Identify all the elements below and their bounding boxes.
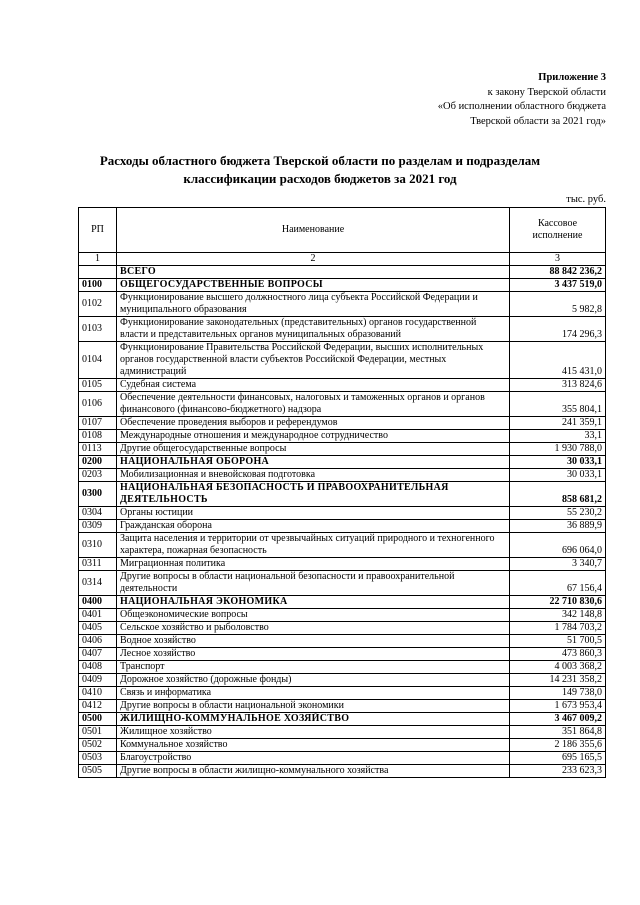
row-amount: 2 186 355,6	[510, 739, 606, 752]
row-code: 0107	[79, 417, 117, 430]
row-amount: 342 148,8	[510, 609, 606, 622]
row-code: 0406	[79, 635, 117, 648]
table-row	[79, 533, 606, 558]
units-label: тыс. руб.	[566, 194, 606, 205]
row-amount: 355 804,1	[510, 392, 606, 417]
row-name: Сельское хозяйство и рыболовство	[117, 622, 510, 635]
appendix-block	[438, 71, 606, 129]
row-code: 0400	[79, 596, 117, 609]
table-row	[79, 558, 606, 571]
row-name: Другие вопросы в области национальной безопасности и правоохранительной деятельности	[117, 571, 510, 596]
row-name: Миграционная политика	[117, 558, 510, 571]
row-code: 0102	[79, 292, 117, 317]
row-amount: 233 623,3	[510, 765, 606, 778]
row-amount: 4 003 368,2	[510, 661, 606, 674]
row-name: Лесное хозяйство	[117, 648, 510, 661]
header-name: Наименование	[117, 208, 510, 253]
row-code: 0408	[79, 661, 117, 674]
row-code: 0106	[79, 392, 117, 417]
row-name: Органы юстиции	[117, 507, 510, 520]
row-amount: 88 842 236,2	[510, 266, 606, 279]
row-name: Обеспечение проведения выборов и референдумов	[117, 417, 510, 430]
row-name: Функционирование высшего должностного лица субъекта Российской Федерации и муниципального образования	[117, 292, 510, 317]
row-amount: 55 230,2	[510, 507, 606, 520]
row-code: 0300	[79, 482, 117, 507]
row-code: 0309	[79, 520, 117, 533]
row-code: 0502	[79, 739, 117, 752]
row-code: 0311	[79, 558, 117, 571]
header-amount: Кассовое исполнение	[510, 208, 606, 253]
row-name: Функционирование Правительства Российской Федерации, высших исполнительных органов государственной власти субъектов Российской Федерации, местных администраций	[117, 342, 510, 379]
row-code: 0501	[79, 726, 117, 739]
table-row	[79, 609, 606, 622]
row-name: Обеспечение деятельности финансовых, налоговых и таможенных органов и органов финансового (финансово-бюджетного) надзора	[117, 392, 510, 417]
table-row	[79, 596, 606, 609]
column-number-2: 2	[117, 253, 510, 266]
row-amount: 22 710 830,6	[510, 596, 606, 609]
table-row	[79, 443, 606, 456]
row-code: 0410	[79, 687, 117, 700]
row-name: Дорожное хозяйство (дорожные фонды)	[117, 674, 510, 687]
table-row	[79, 317, 606, 342]
table-row	[79, 674, 606, 687]
row-amount: 174 296,3	[510, 317, 606, 342]
table-row	[79, 713, 606, 726]
row-name: Международные отношения и международное сотрудничество	[117, 430, 510, 443]
appendix-label: Приложение 3	[538, 72, 606, 83]
row-code: 0409	[79, 674, 117, 687]
row-amount: 415 431,0	[510, 342, 606, 379]
row-amount: 67 156,4	[510, 571, 606, 596]
row-amount: 351 864,8	[510, 726, 606, 739]
table-row	[79, 571, 606, 596]
row-name: ВСЕГО	[117, 266, 510, 279]
appendix-line-3: Тверской области за 2021 год»	[470, 115, 606, 127]
row-name: Защита населения и территории от чрезвычайных ситуаций природного и техногенного характера, пожарная безопасность	[117, 533, 510, 558]
row-code: 0104	[79, 342, 117, 379]
table-row	[79, 648, 606, 661]
table-row	[79, 635, 606, 648]
row-code: 0304	[79, 507, 117, 520]
table-row	[79, 266, 606, 279]
row-name: Функционирование законодательных (представительных) органов государственной власти и представительных органов муниципальных образований	[117, 317, 510, 342]
row-code: 0203	[79, 469, 117, 482]
table-row	[79, 482, 606, 507]
table-row	[79, 507, 606, 520]
row-name: Водное хозяйство	[117, 635, 510, 648]
row-code: 0505	[79, 765, 117, 778]
table-row	[79, 417, 606, 430]
title-line-2: классификации расходов бюджетов за 2021 год	[183, 170, 457, 186]
table-header-row	[79, 208, 606, 253]
table-row	[79, 520, 606, 533]
row-code: 0412	[79, 700, 117, 713]
table-row	[79, 687, 606, 700]
row-name: ОБЩЕГОСУДАРСТВЕННЫЕ ВОПРОСЫ	[117, 279, 510, 292]
table-row	[79, 392, 606, 417]
row-name: Судебная система	[117, 379, 510, 392]
row-name: НАЦИОНАЛЬНАЯ ЭКОНОМИКА	[117, 596, 510, 609]
appendix-line-2: «Об исполнении областного бюджета	[437, 101, 606, 112]
row-amount: 30 033,1	[510, 456, 606, 469]
row-name: Связь и информатика	[117, 687, 510, 700]
table-row	[79, 279, 606, 292]
table-row	[79, 456, 606, 469]
row-name: Коммунальное хозяйство	[117, 739, 510, 752]
table-row	[79, 430, 606, 443]
row-code: 0105	[79, 379, 117, 392]
row-code: 0103	[79, 317, 117, 342]
row-name: Мобилизационная и вневойсковая подготовка	[117, 469, 510, 482]
row-amount: 473 860,3	[510, 648, 606, 661]
row-amount: 3 437 519,0	[510, 279, 606, 292]
row-name: Жилищное хозяйство	[117, 726, 510, 739]
table-row	[79, 292, 606, 317]
row-amount: 51 700,5	[510, 635, 606, 648]
row-amount: 33,1	[510, 430, 606, 443]
table-row	[79, 469, 606, 482]
table-row	[79, 661, 606, 674]
row-amount: 36 889,9	[510, 520, 606, 533]
row-code: 0100	[79, 279, 117, 292]
row-amount: 3 340,7	[510, 558, 606, 571]
row-name: НАЦИОНАЛЬНАЯ БЕЗОПАСНОСТЬ И ПРАВООХРАНИТЕЛЬНАЯ ДЕЯТЕЛЬНОСТЬ	[117, 482, 510, 507]
table-row	[79, 700, 606, 713]
row-amount: 858 681,2	[510, 482, 606, 507]
row-amount: 1 930 788,0	[510, 443, 606, 456]
row-code: 0407	[79, 648, 117, 661]
row-amount: 14 231 358,2	[510, 674, 606, 687]
column-number-1: 1	[79, 253, 117, 266]
row-amount: 241 359,1	[510, 417, 606, 430]
row-amount: 3 467 009,2	[510, 713, 606, 726]
expenditure-table	[78, 207, 606, 778]
row-code: 0310	[79, 533, 117, 558]
row-name: Другие вопросы в области жилищно-коммунального хозяйства	[117, 765, 510, 778]
table-row	[79, 765, 606, 778]
row-code: 0500	[79, 713, 117, 726]
table-row	[79, 726, 606, 739]
table-row	[79, 752, 606, 765]
column-number-3: 3	[510, 253, 606, 266]
column-number-row	[79, 253, 606, 266]
row-code: 0200	[79, 456, 117, 469]
row-name: Другие общегосударственные вопросы	[117, 443, 510, 456]
row-amount: 1 784 703,2	[510, 622, 606, 635]
row-amount: 30 033,1	[510, 469, 606, 482]
row-name: Гражданская оборона	[117, 520, 510, 533]
row-amount: 149 738,0	[510, 687, 606, 700]
row-code: 0401	[79, 609, 117, 622]
row-name: НАЦИОНАЛЬНАЯ ОБОРОНА	[117, 456, 510, 469]
row-code: 0113	[79, 443, 117, 456]
table-row	[79, 622, 606, 635]
appendix-line-1: к закону Тверской области	[487, 86, 606, 98]
row-code: 0108	[79, 430, 117, 443]
row-code: 0503	[79, 752, 117, 765]
row-amount: 695 165,5	[510, 752, 606, 765]
table-row	[79, 342, 606, 379]
row-code: 0405	[79, 622, 117, 635]
row-name: Другие вопросы в области национальной экономики	[117, 700, 510, 713]
row-code	[79, 266, 117, 279]
document-title	[0, 152, 640, 187]
header-code: РП	[79, 208, 117, 253]
title-line-1: Расходы областного бюджета Тверской области по разделам и подразделам	[99, 153, 541, 168]
table-row	[79, 739, 606, 752]
row-amount: 1 673 953,4	[510, 700, 606, 713]
row-amount: 696 064,0	[510, 533, 606, 558]
row-name: ЖИЛИЩНО-КОММУНАЛЬНОЕ ХОЗЯЙСТВО	[117, 713, 510, 726]
row-code: 0314	[79, 571, 117, 596]
row-name: Благоустройство	[117, 752, 510, 765]
row-amount: 5 982,8	[510, 292, 606, 317]
row-amount: 313 824,6	[510, 379, 606, 392]
row-name: Общеэкономические вопросы	[117, 609, 510, 622]
row-name: Транспорт	[117, 661, 510, 674]
table-row	[79, 379, 606, 392]
